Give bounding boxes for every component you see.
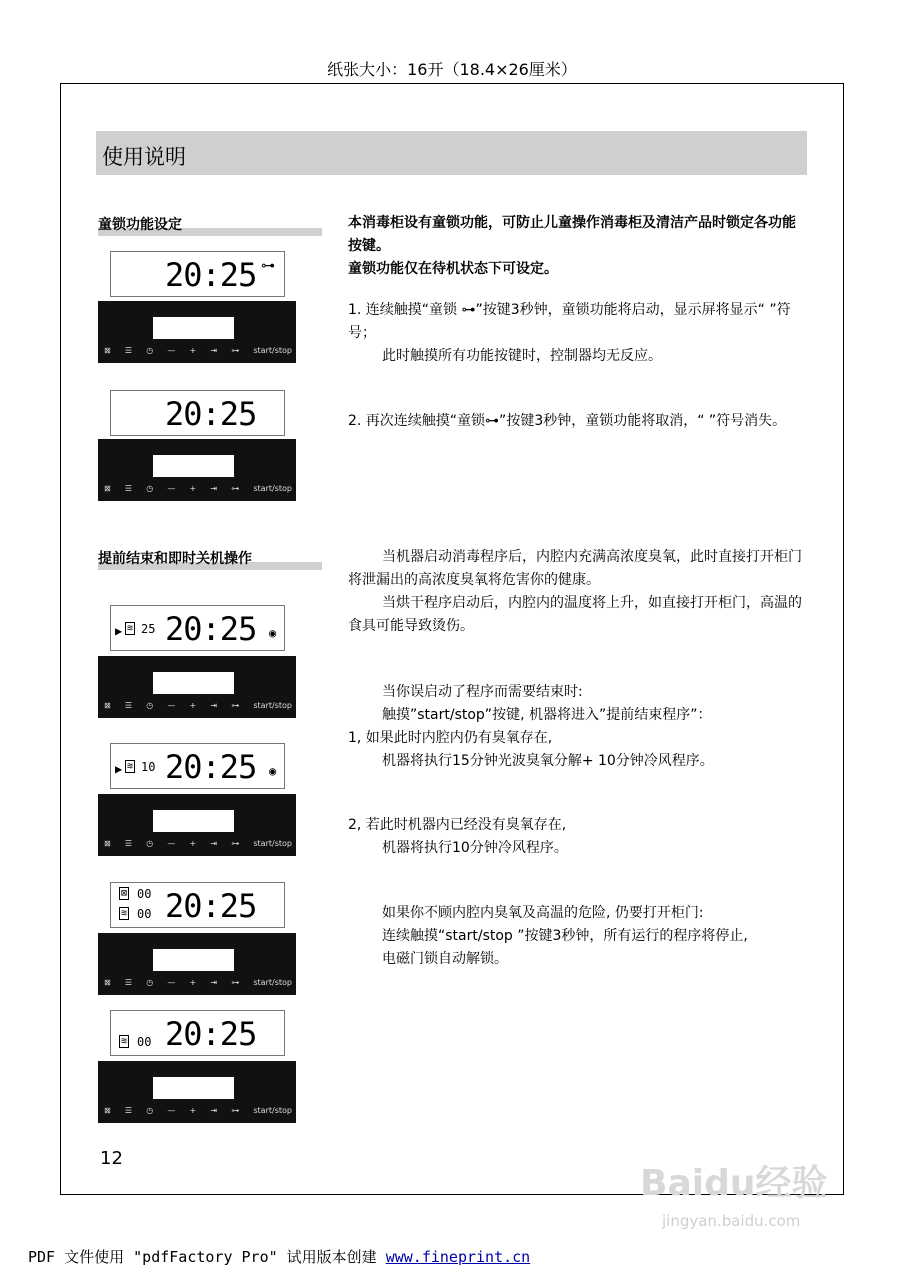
plus-key[interactable]: + bbox=[189, 484, 197, 493]
early-end-case2: 2, 若此时机器内已经没有臭氧存在, 机器将执行10分钟冷风程序。 bbox=[348, 817, 568, 856]
paper-size-label: 纸张大小：16开（18.4×26厘米） bbox=[327, 60, 577, 79]
start-stop-key[interactable]: start/stop bbox=[253, 839, 292, 848]
plus-key[interactable]: + bbox=[189, 839, 197, 848]
dry-key[interactable]: ☰ bbox=[124, 1106, 133, 1115]
early-end-steps: 当你误启动了程序而需要结束时: 触摸”start/stop”按键, 机器将进入”提前结束程序”： 1, 如果此时内腔内仍有臭氧存在, 机器将执行15分钟光波臭氧分解+ 10分钟冷风程序。 bbox=[348, 684, 714, 769]
display-time: 20:25 bbox=[165, 1015, 257, 1053]
minus-key[interactable]: — bbox=[167, 346, 176, 355]
early-end-warning: 当机器启动消毒程序后，内腔内充满高浓度臭氧，此时直接打开柜门将泄漏出的高浓度臭氧将危害你的健康。 当烘干程序启动后，内腔内的温度将上升，如直接打开柜门，高温的食具可能导致烫伤。 bbox=[348, 549, 802, 634]
minus-key[interactable]: — bbox=[167, 1106, 176, 1115]
pdf-footer bbox=[28, 1246, 530, 1267]
lock-key[interactable]: ⊶ bbox=[231, 839, 240, 848]
play-icon: ▶ bbox=[115, 762, 123, 776]
panel-keys bbox=[104, 978, 292, 987]
display-time: 20:25 bbox=[165, 610, 257, 648]
dry-key[interactable]: ☰ bbox=[124, 484, 133, 493]
plus-key[interactable]: + bbox=[189, 1106, 197, 1115]
lock-key[interactable]: ⊶ bbox=[231, 484, 240, 493]
child-lock-heading: 童锁功能设定 bbox=[98, 214, 182, 234]
plus-key[interactable]: + bbox=[189, 346, 197, 355]
program-key[interactable]: ⇥ bbox=[210, 346, 218, 355]
panel-screen bbox=[153, 810, 234, 832]
display-count: 00 bbox=[137, 1035, 152, 1049]
start-stop-key[interactable]: start/stop bbox=[253, 484, 292, 493]
door-lock-icon: ◉ bbox=[269, 764, 277, 778]
dry-icon: ≋ bbox=[127, 623, 134, 634]
child-lock-step2: 2. 再次连续触摸“童锁⊶”按键3秒钟，童锁功能将取消，“ ”符号消失。 bbox=[348, 413, 787, 429]
display-count: 00 bbox=[137, 907, 152, 921]
page-title: 使用说明 bbox=[102, 145, 186, 169]
start-stop-key[interactable]: start/stop bbox=[253, 346, 292, 355]
display-time: 20:25 bbox=[165, 887, 257, 925]
control-panel bbox=[98, 1061, 296, 1123]
clock-key[interactable]: ◷ bbox=[146, 1106, 154, 1115]
dry-key[interactable]: ☰ bbox=[124, 978, 133, 987]
clock-key[interactable]: ◷ bbox=[146, 839, 154, 848]
dry-key[interactable]: ☰ bbox=[124, 839, 133, 848]
baidu-watermark: Baidu经验 bbox=[640, 1163, 828, 1204]
lock-key[interactable]: ⊶ bbox=[231, 701, 240, 710]
panel-screen bbox=[153, 455, 234, 477]
sterilize-key[interactable]: ⊠ bbox=[104, 839, 111, 848]
clock-key[interactable]: ◷ bbox=[146, 701, 154, 710]
program-key[interactable]: ⇥ bbox=[210, 839, 218, 848]
control-panel bbox=[98, 933, 296, 995]
lock-key[interactable]: ⊶ bbox=[231, 346, 240, 355]
footer-text: PDF 文件使用 "pdfFactory Pro" 试用版本创建 bbox=[28, 1248, 386, 1266]
child-lock-intro: 本消毒柜设有童锁功能，可防止儿童操作消毒柜及清洁产品时锁定各功能按键。 童锁功能仅在待机状态下可设定。 bbox=[348, 215, 796, 277]
program-key[interactable]: ⇥ bbox=[210, 978, 218, 987]
clock-key[interactable]: ◷ bbox=[146, 346, 154, 355]
start-stop-key[interactable]: start/stop bbox=[253, 1106, 292, 1115]
door-lock-icon: ◉ bbox=[269, 626, 277, 640]
panel-screen bbox=[153, 1077, 234, 1099]
early-end-heading: 提前结束和即时关机操作 bbox=[98, 548, 252, 568]
page-number: 12 bbox=[100, 1148, 123, 1169]
display-count: 25 bbox=[141, 622, 156, 636]
sterilize-key[interactable]: ⊠ bbox=[104, 978, 111, 987]
panel-screen bbox=[153, 949, 234, 971]
baidu-watermark-url: jingyan.baidu.com bbox=[662, 1212, 801, 1230]
display-time: 20:25 bbox=[165, 256, 257, 294]
display-screen bbox=[110, 743, 285, 789]
sterilize-key[interactable]: ⊠ bbox=[104, 346, 111, 355]
start-stop-key[interactable]: start/stop bbox=[253, 701, 292, 710]
plus-key[interactable]: + bbox=[189, 978, 197, 987]
panel-keys bbox=[104, 1106, 292, 1115]
dry-icon: ≋ bbox=[121, 1036, 128, 1047]
force-open-note: 如果你不顾内腔内臭氧及高温的危险, 仍要打开柜门: 连续触摸“start/stop ”按键3秒钟，所有运行的程序将停止, 电磁门锁自动解锁。 bbox=[382, 905, 748, 967]
control-panel bbox=[98, 794, 296, 856]
program-key[interactable]: ⇥ bbox=[210, 1106, 218, 1115]
display-screen bbox=[110, 390, 285, 436]
display-count: 00 bbox=[137, 887, 152, 901]
sterilize-icon: ⊠ bbox=[121, 888, 128, 899]
footer-link[interactable]: www.fineprint.cn bbox=[385, 1248, 531, 1266]
minus-key[interactable]: — bbox=[167, 484, 176, 493]
lock-icon: ⊶ bbox=[261, 258, 275, 274]
display-screen bbox=[110, 251, 285, 297]
title-bar bbox=[96, 131, 807, 175]
lock-key[interactable]: ⊶ bbox=[231, 1106, 240, 1115]
control-panel bbox=[98, 439, 296, 501]
dry-icon: ≋ bbox=[121, 908, 128, 919]
display-screen bbox=[110, 882, 285, 928]
panel-keys bbox=[104, 701, 292, 710]
display-time: 20:25 bbox=[165, 748, 257, 786]
dry-key[interactable]: ☰ bbox=[124, 346, 133, 355]
display-screen bbox=[110, 1010, 285, 1056]
display-time: 20:25 bbox=[165, 395, 257, 433]
minus-key[interactable]: — bbox=[167, 839, 176, 848]
program-key[interactable]: ⇥ bbox=[210, 701, 218, 710]
control-panel bbox=[98, 301, 296, 363]
child-lock-step1: 1. 连续触摸“童锁 ⊶”按键3秒钟，童锁功能将启动，显示屏将显示“ ”符号； 此时触摸所有功能按键时，控制器均无反应。 bbox=[348, 302, 791, 364]
clock-key[interactable]: ◷ bbox=[146, 978, 154, 987]
panel-screen bbox=[153, 672, 234, 694]
panel-keys bbox=[104, 346, 292, 355]
control-panel bbox=[98, 656, 296, 718]
display-screen bbox=[110, 605, 285, 651]
panel-keys bbox=[104, 484, 292, 493]
program-key[interactable]: ⇥ bbox=[210, 484, 218, 493]
dry-icon: ≋ bbox=[127, 761, 134, 772]
play-icon: ▶ bbox=[115, 624, 123, 638]
start-stop-key[interactable]: start/stop bbox=[253, 978, 292, 987]
sterilize-key[interactable]: ⊠ bbox=[104, 484, 111, 493]
dry-key[interactable]: ☰ bbox=[124, 701, 133, 710]
plus-key[interactable]: + bbox=[189, 701, 197, 710]
sterilize-key[interactable]: ⊠ bbox=[104, 701, 111, 710]
display-count: 10 bbox=[141, 760, 156, 774]
minus-key[interactable]: — bbox=[167, 978, 176, 987]
minus-key[interactable]: — bbox=[167, 701, 176, 710]
panel-keys bbox=[104, 839, 292, 848]
panel-screen bbox=[153, 317, 234, 339]
lock-key[interactable]: ⊶ bbox=[231, 978, 240, 987]
sterilize-key[interactable]: ⊠ bbox=[104, 1106, 111, 1115]
clock-key[interactable]: ◷ bbox=[146, 484, 154, 493]
